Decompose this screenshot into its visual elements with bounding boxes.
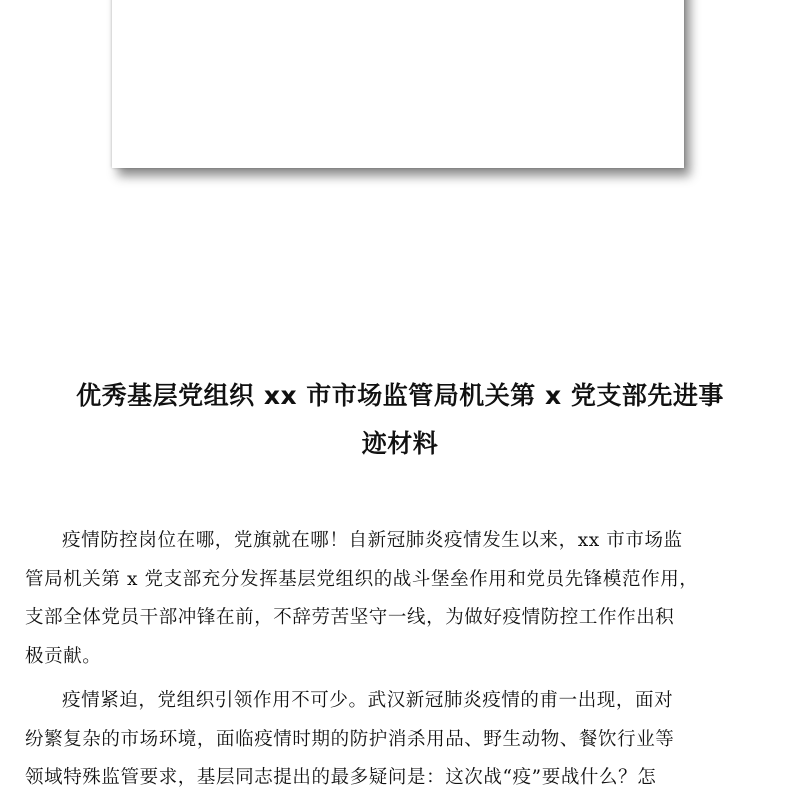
title-line-1: 优秀基层党组织 xx 市市场监管局机关第 x 党支部先进事 (76, 381, 724, 410)
paragraph-line: 支部全体党员干部冲锋在前，不辞劳苦坚守一线，为做好疫情防控工作作出积 (25, 607, 675, 628)
previous-page (112, 0, 684, 168)
document-title (20, 372, 780, 468)
paragraph-1 (25, 522, 753, 676)
document-body (25, 522, 753, 800)
paragraph-line: 领域特殊监管要求，基层同志提出的最多疑问是：这次战“疫”要战什么？怎 (25, 767, 657, 788)
paragraph-line: 疫情防控岗位在哪，党旗就在哪！自新冠肺炎疫情发生以来，xx 市市场监 (62, 530, 683, 551)
paragraph-line: 管局机关第 x 党支部充分发挥基层党组织的战斗堡垒作用和党员先锋模范作用， (25, 568, 699, 590)
title-line-2: 迹材料 (361, 429, 439, 458)
paragraph-line: 疫情紧迫，党组织引领作用不可少。武汉新冠肺炎疫情的甫一出现，面对 (62, 690, 674, 711)
paragraph-2 (25, 682, 753, 798)
paragraph-line: 极贡献。 (25, 645, 102, 667)
paragraph-line: 纷繁复杂的市场环境，面临疫情时期的防护消杀用品、野生动物、餐饮行业等 (25, 728, 675, 750)
